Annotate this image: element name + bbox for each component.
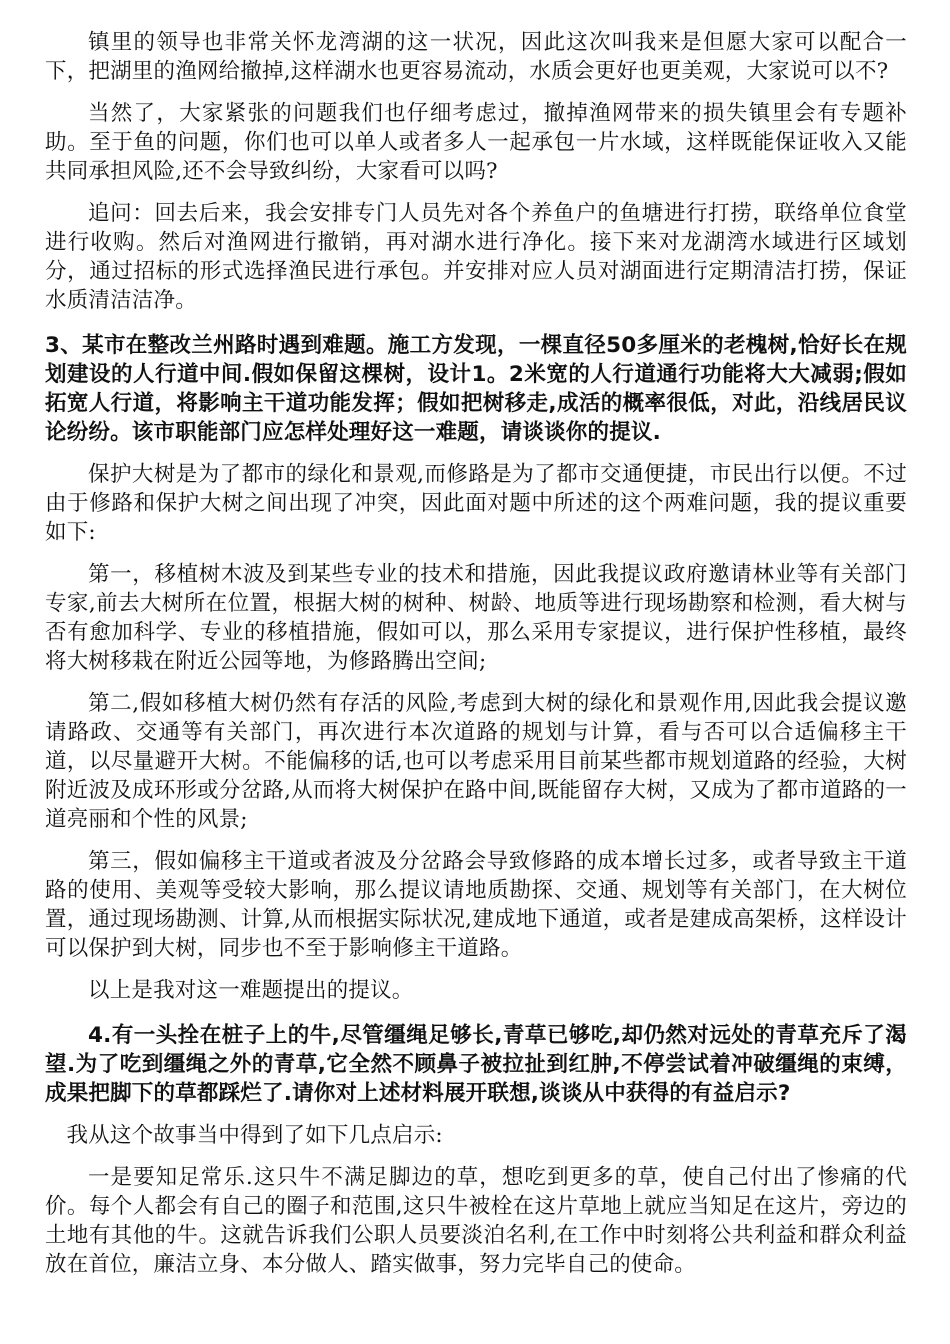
question-4: 4.有一头拴在桩子上的牛,尽管缰绳足够长,青草已够吃,却仍然对远处的青草充斥了渴望.为了吃到缰绳之外的青草,它全然不顾鼻子被拉扯到红肿,不停尝试着冲破缰绳的束缚，成果把脚下的草都踩烂了.请你对上述材料展开联想,谈谈从中获得的有益启示? <box>45 1023 907 1106</box>
paragraph-insights-intro: 我从这个故事当中得到了如下几点启示: <box>66 1123 443 1148</box>
paragraph-conclusion: 以上是我对这一难题提出的提议。 <box>88 978 414 1003</box>
document-page <box>45 28 907 1292</box>
paragraph-point-2: 第二,假如移植大树仍然有存活的风险,考虑到大树的绿化和景观作用,因此我会提议邀请路政、交通等有关部门，再次进行本次道路的规划与计算，看与否可以合适偏移主干道，以尽量避开大树。不能偏移的话,也可以考虑采用目前某些都市规划道路的经验，大树附近波及成环形或分岔路,从而将大树保护在路中间,既能留存大树，又成为了都市道路的一道亮丽和个性的风景; <box>45 691 907 832</box>
paragraph-point-3: 第三，假如偏移主干道或者波及分岔路会导致修路的成本增长过多，或者导致主干道路的使用、美观等受较大影响，那么提议请地质勘探、交通、规划等有关部门，在大树位置，通过现场勘测、计算,从而根据实际状况,建成地下通道，或者是建成高架桥，这样设计可以保护到大树，同步也不至于影响修主干道路。 <box>45 849 907 961</box>
paragraph-subsidy: 当然了，大家紧张的问题我们也仔细考虑过，撤掉渔网带来的损失镇里会有专题补助。至于鱼的问题，你们也可以单人或者多人一起承包一片水域，这样既能保证收入又能共同承担风险,还不会导致纠纷，大家看可以吗? <box>45 101 907 184</box>
paragraph-leader-concern: 镇里的领导也非常关怀龙湾湖的这一状况，因此这次叫我来是但愿大家可以配合一下，把湖里的渔网给撤掉,这样湖水也更容易流动，水质会更好也更美观，大家说可以不? <box>45 30 907 84</box>
question-3: 3、某市在整改兰州路时遇到难题。施工方发现，一棵直径50多厘米的老槐树,恰好长在规划建设的人行道中间.假如保留这棵树，设计1。2米宽的人行道通行功能将大大减弱;假如拓宽人行道，将影响主干道功能发挥；假如把树移走,成活的概率很低，对此，沿线居民议论纷纷。该市职能部门应怎样处理好这一难题，请谈谈你的提议. <box>45 333 907 445</box>
paragraph-insight-1: 一是要知足常乐.这只牛不满足脚边的草，想吃到更多的草，使自己付出了惨痛的代价。每个人都会有自己的圈子和范围,这只牛被栓在这片草地上就应当知足在这片，旁边的土地有其他的牛。这就告诉我们公职人员要淡泊名利,在工作中时刻将公共利益和群众利益放在首位，廉洁立身、本分做人、踏实做事，努力完毕自己的使命。 <box>45 1165 907 1277</box>
paragraph-answer-intro: 保护大树是为了都市的绿化和景观,而修路是为了都市交通便捷，市民出行以便。不过由于修路和保护大树之间出现了冲突，因此面对题中所述的这个两难问题，我的提议重要如下: <box>45 462 907 545</box>
paragraph-follow-up: 追问：回去后来，我会安排专门人员先对各个养鱼户的鱼塘进行打捞，联络单位食堂进行收购。然后对渔网进行撤销，再对湖水进行净化。接下来对龙湖湾水域进行区域划分，通过招标的形式选择渔民进行承包。并安排对应人员对湖面进行定期清洁打捞，保证水质清洁洁净。 <box>45 201 907 313</box>
paragraph-point-1: 第一，移植树木波及到某些专业的技术和措施，因此我提议政府邀请林业等有关部门专家,前去大树所在位置，根据大树的树种、树龄、地质等进行现场勘察和检测，看大树与否有愈加科学、专业的移植措施，假如可以，那么采用专家提议，进行保护性移植，最终将大树移栽在附近公园等地，为修路腾出空间; <box>45 562 907 674</box>
